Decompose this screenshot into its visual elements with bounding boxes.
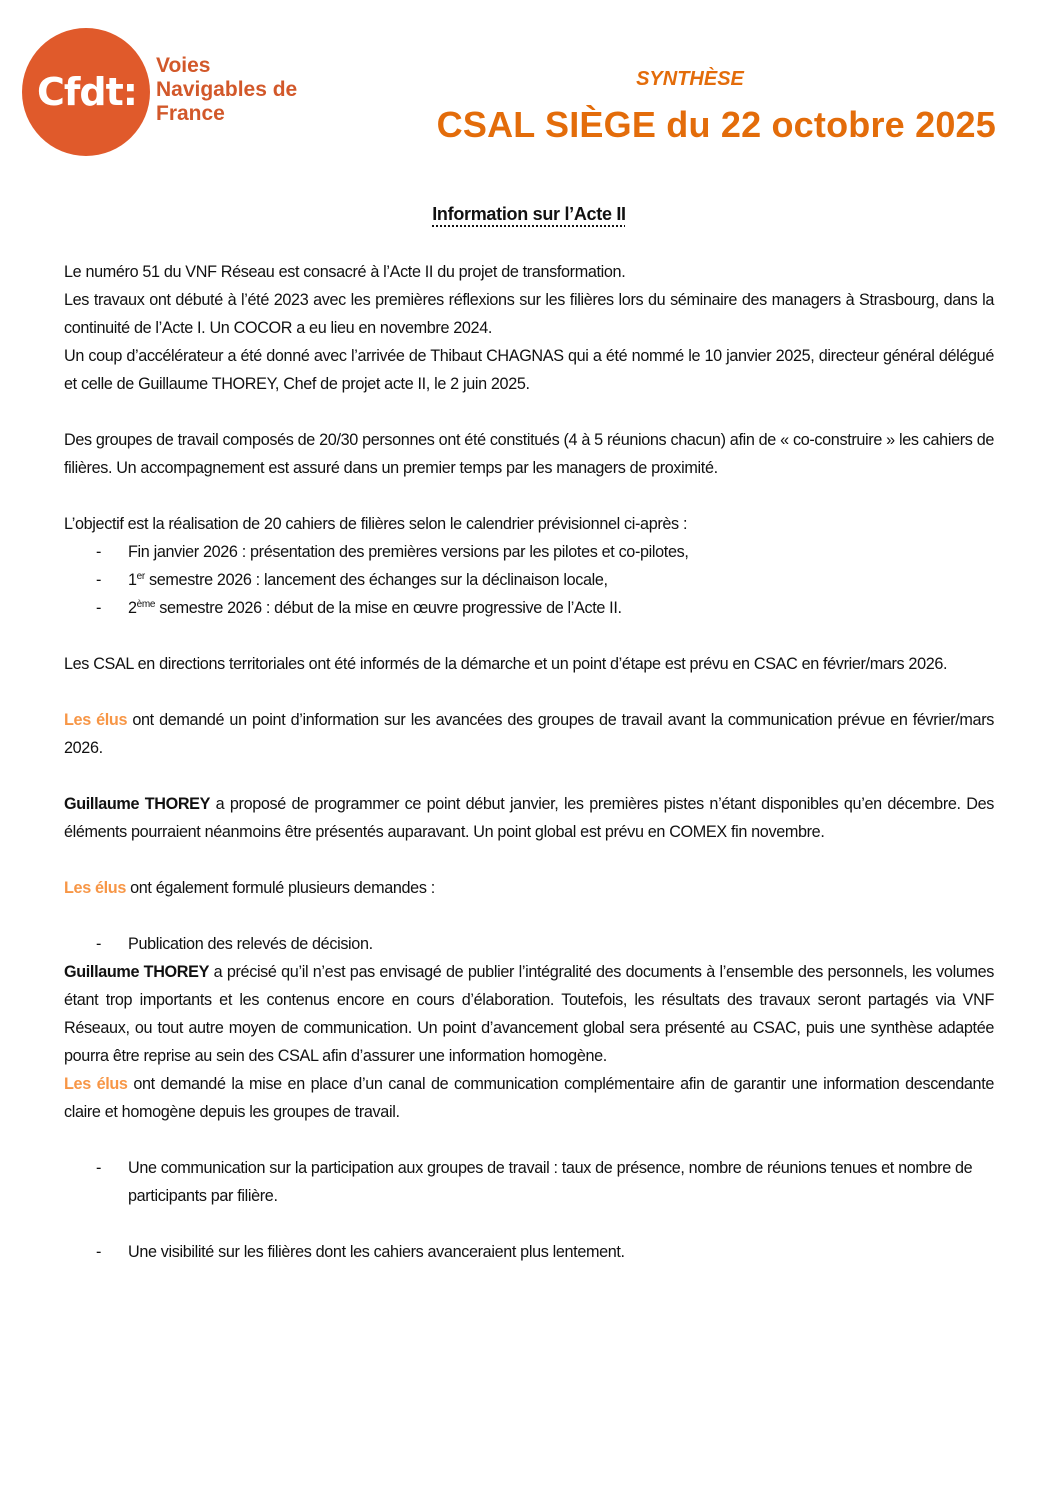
paragraph: L’objectif est la réalisation de 20 cahiers de filières selon le calendrier prévisionnel ci-après : — [64, 515, 688, 533]
demand-item — [64, 930, 994, 958]
calendar-item-text: semestre 2026 : lancement des échanges sur la déclinaison locale, — [144, 571, 608, 589]
elus-label: Les élus — [64, 879, 126, 897]
demand-text: Une communication sur la participation aux groupes de travail : taux de présence, nombre de réunions tenues et nombre de participants par filière. — [128, 1159, 973, 1205]
paragraph — [64, 874, 994, 902]
paragraph: Les CSAL en directions territoriales ont été informés de la démarche et un point d’étape est prévu en CSAC en février/mars 2026. — [64, 655, 948, 673]
paragraph: Les travaux ont débuté à l’été 2023 avec les premières réflexions sur les filières lors du séminaire des managers à Strasbourg, dans la continuité de l’Acte I. Un COCOR a eu lieu en novembre 2024. — [64, 291, 994, 337]
bullet-dash: - — [96, 571, 102, 589]
calendar-item-text: Fin janvier 2026 : présentation des premières versions par les pilotes et co-pilotes, — [128, 543, 689, 561]
paragraph — [64, 706, 994, 762]
paragraph — [64, 790, 994, 846]
paragraph — [64, 958, 994, 1070]
bullet-dash: - — [96, 935, 102, 953]
paragraph-text: ont demandé un point d’information sur les avancées des groupes de travail avant la communication prévue en février/mars 2026. — [64, 711, 994, 757]
paragraph-text: ont demandé la mise en place d’un canal de communication complémentaire afin de garantir une information descendante claire et homogène depuis les groupes de travail. — [64, 1075, 994, 1121]
calendar-item — [64, 538, 994, 566]
paragraph-text: a précisé qu’il n’est pas envisagé de publier l’intégralité des documents à l’ensemble des personnels, les volumes étant trop importants et les contenus encore en cours d’élaboration. Toutefois, les résultats des travaux seront partagés via VNF Réseaux, ou tout autre moyen de communication. Un point d’avancement global sera présenté au CSAC, puis une synthèse adaptée pourra être reprise au sein des CSAL afin d’assurer une information homogène. — [64, 963, 995, 1065]
document-header — [0, 0, 1058, 170]
calendar-item-ordinal: 2 — [128, 599, 137, 617]
speaker-name: Guillaume THOREY — [64, 963, 210, 981]
logo-org-line: Navigables de — [156, 78, 298, 101]
logo-org-name — [156, 54, 297, 126]
paragraph-text: a proposé de programmer ce point début janvier, les premières pistes n’étant disponibles qu’en décembre. Des éléments pourraient néanmoins être présentés auparavant. Un point global est prévu en COMEX fin novembre. — [64, 795, 995, 841]
ordinal-suffix: er — [136, 571, 145, 582]
bullet-dash: - — [96, 543, 102, 561]
calendar-item-text: semestre 2026 : début de la mise en œuvre progressive de l’Acte II. — [155, 599, 622, 617]
demand-item — [64, 1154, 994, 1210]
bullet-dash: - — [96, 1243, 102, 1261]
document-title: CSAL SIÈGE du 22 octobre 2025 — [436, 104, 996, 145]
demand-text: Une visibilité sur les filières dont les cahiers avanceraient plus lentement. — [128, 1243, 625, 1261]
document-body — [64, 258, 994, 1266]
paragraph — [64, 1070, 994, 1126]
section-title: Information sur l’Acte II — [432, 204, 626, 224]
bullet-dash: - — [96, 1159, 102, 1177]
section-heading — [0, 204, 1058, 225]
ordinal-suffix: ème — [136, 599, 156, 610]
logo-mark: Cfdt: — [37, 70, 137, 114]
document-subtitle: SYNTHÈSE — [636, 68, 744, 90]
elus-label: Les élus — [64, 1075, 128, 1093]
cfdt-logo — [22, 28, 150, 156]
calendar-item — [64, 566, 994, 594]
speaker-name: Guillaume THOREY — [64, 795, 211, 813]
bullet-dash: - — [96, 599, 102, 617]
demand-item — [64, 1238, 994, 1266]
calendar-item — [64, 594, 994, 622]
elus-label: Les élus — [64, 711, 128, 729]
paragraph: Un coup d’accélérateur a été donné avec l’arrivée de Thibaut CHAGNAS qui a été nommé le 10 janvier 2025, directeur général délégué et celle de Guillaume THOREY, Chef de projet acte II, le 2 juin 2025. — [64, 347, 994, 393]
paragraph: Des groupes de travail composés de 20/30 personnes ont été constitués (4 à 5 réunions chacun) afin de « co-construire » les cahiers de filières. Un accompagnement est assuré dans un premier temps par les managers de proximité. — [64, 431, 994, 477]
logo-org-line: France — [156, 102, 225, 125]
paragraph-text: ont également formulé plusieurs demandes : — [125, 879, 435, 897]
demand-text: Publication des relevés de décision. — [128, 935, 373, 953]
logo-org-line: Voies — [156, 54, 211, 77]
calendar-item-ordinal: 1 — [128, 571, 137, 589]
paragraph: Le numéro 51 du VNF Réseau est consacré à l’Acte II du projet de transformation. — [64, 263, 626, 281]
